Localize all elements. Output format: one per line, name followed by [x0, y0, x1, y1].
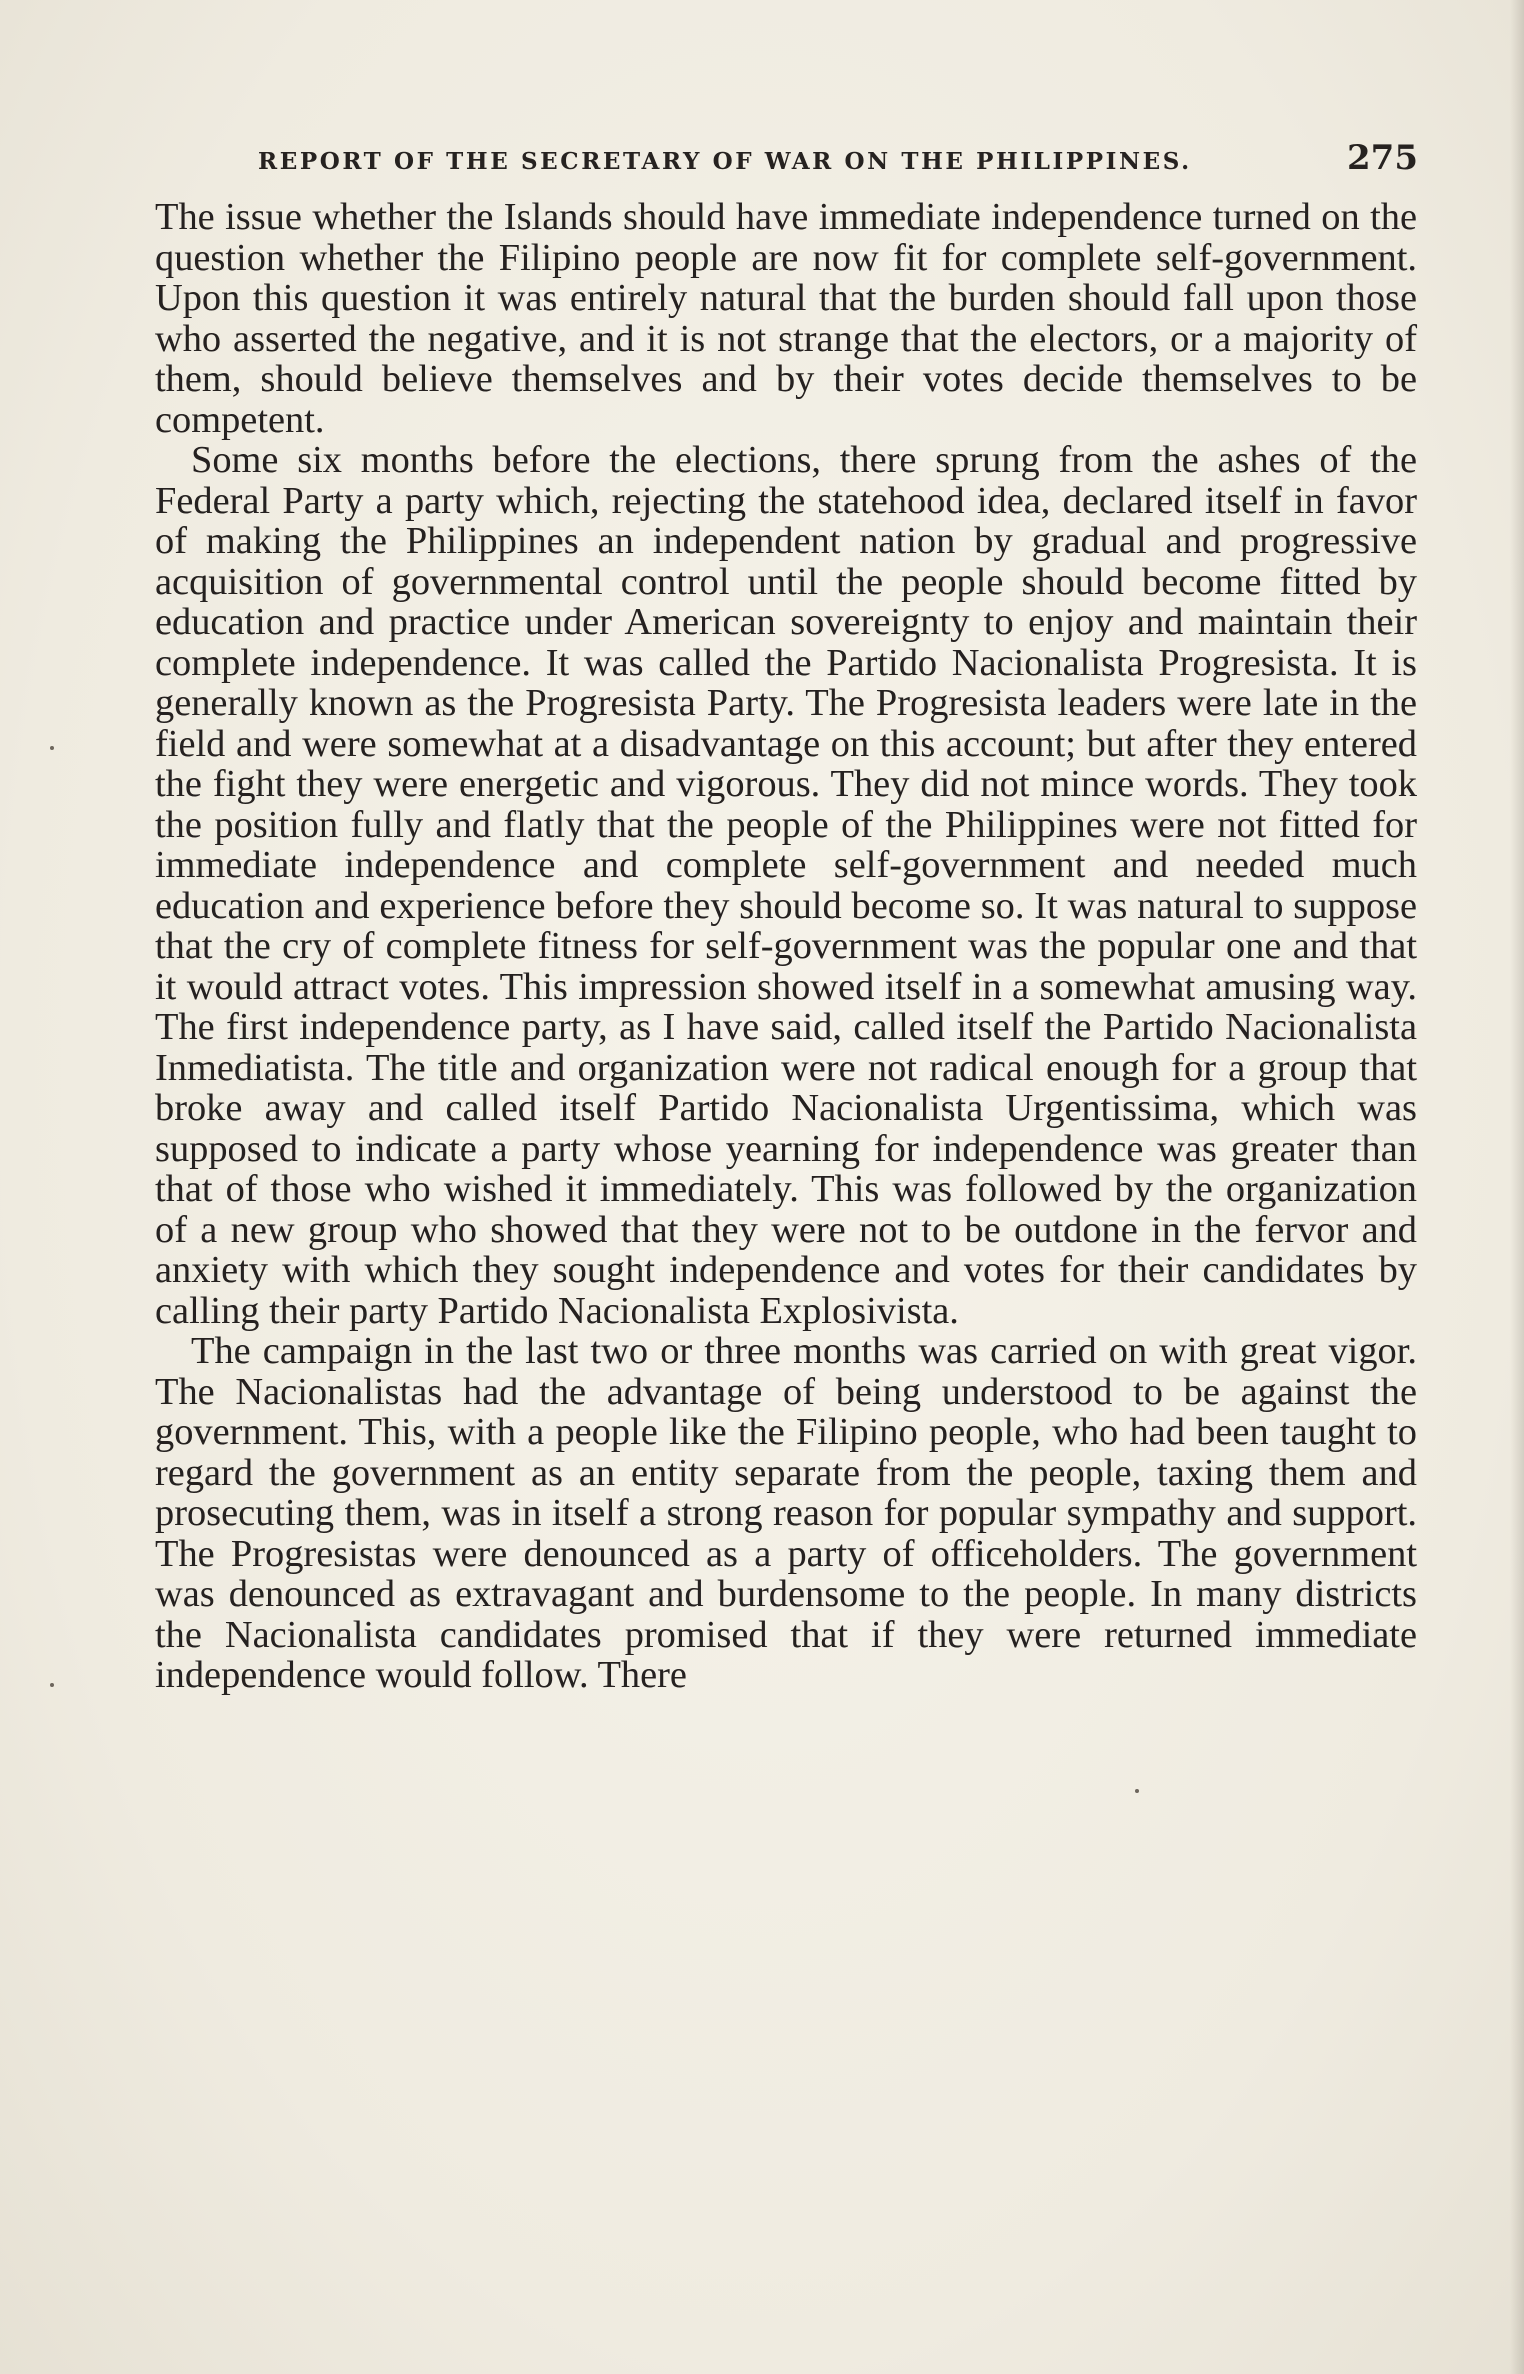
paragraph-3: The campaign in the last two or three months was carried on with great vigor. The Nacionalistas had the advantage of being understood to be against the government. This, with a people like the Filipino people, who had been taught to regard the government as an entity separate from the people, taxing them and prosecuting them, was in itself a strong reason for popular sympathy and support. The Progresistas were denounced as a party of officeholders. The government was denounced as extravagant and burdensome to the people. In many districts the Nacionalista candidates promised that if they were returned immediate independence would follow. There — [155, 1330, 1417, 1696]
scan-speck — [50, 746, 54, 750]
page-header — [258, 132, 1418, 192]
scan-speck — [50, 1683, 54, 1687]
page-number: 275 — [1347, 138, 1418, 178]
scan-speck — [1135, 1789, 1139, 1793]
paragraph-1: The issue whether the Islands should have immediate independence turned on the question whether the Filipino people are now fit for complete self-government. Upon this question it was entirely natural that the burden should fall upon those who asserted the negative, and it is not strange that the electors, or a majority of them, should believe themselves and by their votes decide themselves to be competent. — [155, 196, 1417, 441]
paragraph-2: Some six months before the elections, there sprung from the ashes of the Federal Party a party which, rejecting the statehood idea, declared itself in favor of making the Philippines an independent nation by gradual and progressive acquisition of governmental control until the people should become fitted by education and practice under American sovereignty to enjoy and maintain their complete independence. It was called the Partido Nacionalista Progresista. It is generally known as the Progresista Party. The Progresista leaders were late in the field and were somewhat at a disadvantage on this account; but after they entered the fight they were energetic and vigorous. They did not mince words. They took the position fully and flatly that the people of the Philippines were not fitted for immediate independence and complete self-government and needed much education and experience before they should become so. It was natural to suppose that the cry of complete fitness for self-government was the popular one and that it would attract votes. This impression showed itself in a somewhat amusing way. The first independence party, as I have said, called itself the Partido Nacionalista Inmediatista. The title and organization were not radical enough for a group that broke away and called itself Partido Nacionalista Urgentissima, which was supposed to indicate a party whose yearning for independence was greater than that of those who wished it immediately. This was followed by the organization of a new group who showed that they were not to be outdone in the fervor and anxiety with which they sought independence and votes for their candidates by calling their party Partido Nacionalista Explosivista. — [155, 439, 1417, 1332]
running-head: REPORT OF THE SECRETARY OF WAR ON THE PHILIPPINES. — [258, 148, 1192, 175]
page-edge-shadow — [1510, 0, 1524, 2374]
body-text — [155, 197, 1417, 1696]
